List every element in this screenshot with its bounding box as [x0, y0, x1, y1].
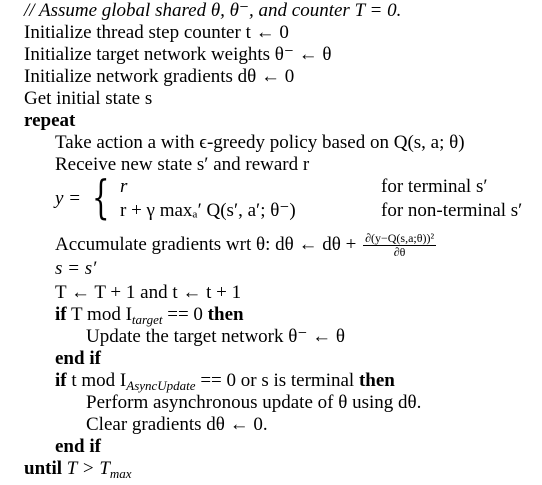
async-update-line: Perform asynchronous update of θ using dθ.	[86, 392, 422, 413]
max-subscript: max	[109, 466, 132, 481]
init-target-weights-line: Initialize target network weights θ⁻ ← θ	[24, 44, 332, 65]
until-keyword: until	[24, 458, 63, 479]
initial-state-line: Get initial state s	[24, 88, 153, 109]
increment-counters-line: T ← T + 1 and t ← t + 1	[55, 282, 242, 303]
y-case-nonterminal-expr: r + γ maxₐ′ Q(s′, a′; θ⁻)	[120, 200, 296, 221]
end-if-keyword: end if	[55, 436, 101, 457]
y-case-nonterminal-cond: for non-terminal s′	[381, 200, 523, 221]
if-async-line	[55, 370, 395, 392]
cases-brace: {	[92, 170, 110, 224]
y-case-terminal-expr: r	[120, 176, 128, 197]
take-action-line: Take action a with ϵ-greedy policy based on Q(s, a; θ)	[55, 132, 465, 153]
fraction-denominator: ∂θ	[393, 245, 406, 259]
then-keyword: then	[207, 304, 244, 325]
accumulate-text: Accumulate gradients wrt θ: dθ ← dθ +	[55, 233, 357, 255]
if-target-rest: == 0	[167, 304, 203, 325]
until-condition: T > T	[66, 458, 110, 479]
accumulate-gradients-line	[55, 231, 436, 259]
until-line	[24, 458, 132, 480]
if-async-rest: == 0 or s is terminal	[200, 370, 355, 391]
if-target-condition: T mod I	[71, 304, 132, 325]
state-assign-line: s = s′	[55, 258, 97, 279]
then-keyword: then	[358, 370, 395, 391]
y-case-terminal-cond: for terminal s′	[381, 176, 488, 197]
target-subscript: target	[131, 312, 163, 327]
clear-gradients-line: Clear gradients dθ ← 0.	[86, 414, 268, 435]
y-equation-lhs: y =	[55, 188, 82, 209]
if-async-condition: t mod I	[71, 370, 127, 391]
update-target-line: Update the target network θ⁻ ← θ	[86, 326, 345, 347]
init-gradients-line: Initialize network gradients dθ ← 0	[24, 66, 295, 87]
gradient-fraction	[363, 232, 436, 259]
init-thread-counter-line: Initialize thread step counter t ← 0	[24, 22, 289, 43]
end-if-keyword: end if	[55, 348, 101, 369]
repeat-keyword: repeat	[24, 110, 76, 131]
if-target-line	[55, 304, 244, 326]
comment-line: // Assume global shared θ, θ⁻, and counter T = 0.	[24, 0, 402, 21]
receive-state-line: Receive new state s′ and reward r	[55, 154, 310, 175]
if-keyword: if	[55, 304, 67, 325]
fraction-numerator: ∂(y−Q(s,a;θ))²	[365, 231, 435, 245]
async-subscript: AsyncUpdate	[126, 378, 196, 393]
if-keyword: if	[55, 370, 67, 391]
